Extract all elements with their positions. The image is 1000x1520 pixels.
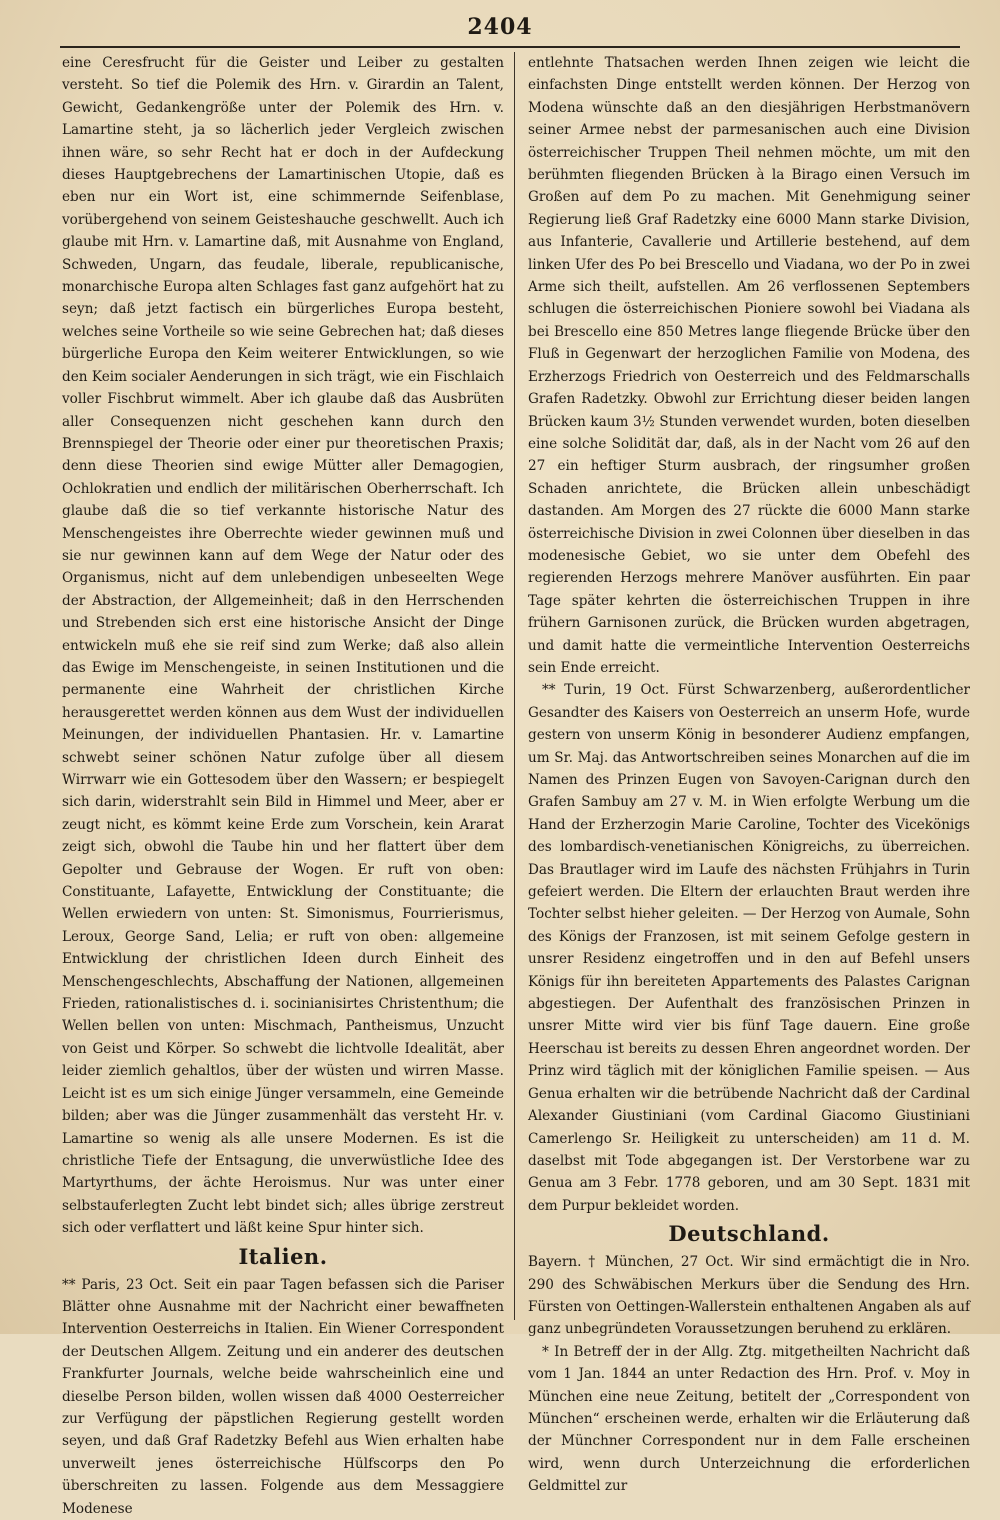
right-column xyxy=(528,52,970,1495)
article-paragraph: ** Turin, 19 Oct. Fürst Schwarzenberg, außerordentlicher Gesandter des Kaisers von Oesterreich an unserm Hofe, wurde gestern von unserm König in besonderer Audienz empfangen, um Sr. Maj. das Antwortschreiben seines Monarchen auf die im Namen des Prinzen Eugen von Savoyen-Carignan durch den Grafen Sambuy am 27 v. M. in Wien erfolgte Werbung um die Hand der Erzherzogin Marie Caroline, Tochter des Vicekönigs des lombardisch-venetianischen Königreichs, zu überreichen. Das Brautlager wird im Laufe des nächsten Frühjahrs in Turin gefeiert werden. Die Eltern der erlauchten Braut werden ihre Tochter selbst hieher geleiten. — Der Herzog von Aumale, Sohn des Königs der Franzosen, ist mit seinem Gefolge gestern in unsrer Residenz eingetroffen und in den auf Befehl unsers Königs für ihn bereiteten Appartements des Palastes Carignan abgestiegen. Der Aufenthalt des französischen Prinzen in unsrer Mitte wird vier bis fünf Tage dauern. Eine große Heerschau ist bereits zu dessen Ehren angeordnet worden. Der Prinz wird täglich mit der königlichen Familie speisen. — Aus Genua erhalten wir die betrübende Nachricht daß der Cardinal Alexander Giustiniani (vom Cardinal Giacomo Giustiniani Camerlengo Sr. Heiligkeit zu unterscheiden) am 11 d. M. daselbst mit Tode abgegangen ist. Der Verstorbene war zu Genua am 3 Febr. 1778 geboren, und am 30 Sept. 1831 mit dem Purpur bekleidet worden. xyxy=(528,682,970,1214)
article-paragraph: eine Ceresfrucht für die Geister und Leiber zu gestalten versteht. So tief die Polemik des Hrn. v. Girardin an Talent, Gewicht, Gedankengröße unter der Polemik des Hrn. v. Lamartine steht, ja so lächerlich jeder Vergleich zwischen ihnen wäre, so sehr Recht hat er doch in der Aufdeckung dieses Hauptgebrechens der Lamartinischen Utopie, daß es eben nur ein Wort ist, eine schimmernde Seifenblase, vorübergehend von seinem Geisteshauche geschwellt. Auch ich glaube mit Hrn. v. Lamartine daß, mit Ausnahme von England, Schweden, Ungarn, das feudale, liberale, republicanische, monarchische Europa alten Schlages fast ganz aufgehört hat zu seyn; daß jetzt factisch ein bürgerliches Europa besteht, welches seine Vortheile so wie seine Gebrechen hat; daß dieses bürgerliche Europa den Keim weiterer Entwicklungen, so wie den Keim socialer Aenderungen in sich trägt, wie ein Fischlaich voller Fischbrut wimmelt. Aber ich glaube daß das Ausbrüten aller Consequenzen nicht geschehen kann durch den Brennspiegel der Theorie oder einer pur theoretischen Praxis; denn diese Theorien sind ewige Mütter aller Demagogien, Ochlokratien und endlich der militärischen Oberherrschaft. Ich glaube daß die so tief verkannte historische Natur des Menschengeistes ihre Oberrechte wieder gewinnen muß und sie nur gewinnen kann auf dem Wege der Natur oder des Organismus, nicht auf dem unlebendigen unbeseelten Wege der Abstraction, der Allgemeinheit; daß in den Herrschenden und Strebenden sich erst eine historische Ansicht der Dinge entwickeln muß ehe sie reif sind zum Werke; daß also allein das Ewige im Menschengeiste, in seinen Institutionen und die permanente eine Wahrheit der christlichen Kirche herausgerettet werden können aus dem Wust der individuellen Meinungen, der individuellen Phantasien. Hr. v. Lamartine schwebt seiner schönen Natur zufolge über all diesem Wirrwarr wie ein Gottesodem über den Wassern; er bespiegelt sich darin, widerstrahlt sein Bild in Himmel und Meer, aber er zeugt nicht, es kömmt keine Erde zum Vorschein, kein Ararat zeigt sich, obwohl die Taube hin und her flattert über dem Gepolter und Gebrause der Wogen. Er ruft von oben: Constituante, Lafayette, Entwicklung der Constituante; die Wellen erwiedern von unten: St. Simonismus, Fourrierismus, Leroux, George Sand, Lelia; er ruft von oben: allgemeine Entwicklung der christlichen Ideen durch Einheit des Menschengeschlechts, Abschaffung der Nationen, allgemeinen Frieden, rationalistisches d. i. socinianisirtes Christenthum; die Wellen bellen von unten: Mischmach, Pantheismus, Unzucht von Geist und Körper. So schwebt die lichtvolle Idealität, aber leider ziemlich gehaltlos, über der wüsten und wirren Masse. Leicht ist es um sich einige Jünger versammeln, eine Gemeinde bilden; aber was die Jünger zusammenhält das versteht Hr. v. Lamartine so wenig als alle unsere Modernen. Es ist die christliche Tiefe der Entsagung, die unverwüstliche Idee des Martyrthums, der ächte Heroismus. Nur was unter einer selbstauferlegten Zucht lebt bindet sich; alles übrige zerstreut sich oder verflattert und läßt keine Spur hinter sich. xyxy=(62,55,504,1237)
article-paragraph: ** Paris, 23 Oct. Seit ein paar Tagen befassen sich die Pariser Blätter ohne Ausnahme mit der Nachricht einer bewaffneten Intervention Oesterreichs in Italien. Ein Wiener Correspondent der Deutschen Allgem. Zeitung und ein anderer des deutschen Frankfurter Journals, welche beide wahrscheinlich eine und dieselbe Person bilden, wollen wissen daß 4000 Oesterreicher zur Verfügung der päpstlichen Regierung gestellt worden seyen, und daß Graf Radetzky Befehl aus Wien erhalten habe unverweilt jenes österreichische Hülfscorps den Po überschreiten zu lassen. Folgende aus dem Messaggiere Modenese xyxy=(62,1276,504,1517)
section-heading-italien: Italien. xyxy=(238,1243,328,1269)
left-column xyxy=(62,52,504,1517)
article-paragraph: Bayern. † München, 27 Oct. Wir sind ermächtigt die in Nro. 290 des Schwäbischen Merkurs über die Sendung des Hrn. Fürsten von Oettingen-Wallerstein enthaltenen Angaben als auf ganz unbegründeten Voraussetzungen beruhend zu erklären. xyxy=(528,1254,970,1338)
page-number: 2404 xyxy=(467,14,533,40)
article-paragraph: * In Betreff der in der Allg. Ztg. mitgetheilten Nachricht daß vom 1 Jan. 1844 an unter Redaction des Hrn. Prof. v. Moy in München eine neue Zeitung, betitelt der „Correspondent von München“ erscheinen werde, erhalten wir die Erläuterung daß der Münchner Correspondent nur in dem Falle erscheinen wird, wenn durch Unterzeichnung die erforderlichen Geldmittel zur xyxy=(528,1343,970,1495)
article-paragraph: entlehnte Thatsachen werden Ihnen zeigen wie leicht die einfachsten Dinge entstellt werden können. Der Herzog von Modena wünschte daß an den diesjährigen Herbstmanövern seiner Armee nebst der parmesanischen auch eine Division österreichischer Truppen Theil nehmen möchte, um mit den berühmten fliegenden Brücken à la Birago einen Versuch im Großen auf dem Po zu machen. Mit Genehmigung seiner Regierung ließ Graf Radetzky eine 6000 Mann starke Division, aus Infanterie, Cavallerie und Artillerie bestehend, auf dem linken Ufer des Po bei Brescello und Viadana, wo der Po in zwei Arme sich theilt, aufstellen. Am 26 verflossenen Septembers schlugen die österreichischen Pioniere sowohl bei Viadana als bei Brescello eine 850 Metres lange fliegende Brücke über den Fluß in Gegenwart der herzoglichen Familie von Modena, des Erzherzogs Friedrich von Oesterreich und des Feldmarschalls Grafen Radetzky. Obwohl zur Errichtung dieser beiden langen Brücken kaum 3½ Stunden verwendet wurden, boten dieselben eine solche Solidität dar, daß, als in der Nacht vom 26 auf den 27 ein heftiger Sturm ausbrach, der ringsumher großen Schaden anrichtete, die Brücken allein unbeschädigt dastanden. Am Morgen des 27 rückte die 6000 Mann starke österreichische Division in zwei Colonnen über dieselben in das modenesische Gebiet, wo sie unter dem Obefehl des regierenden Herzogs mehrere Manöver ausführten. Ein paar Tage später kehrten die österreichischen Truppen in ihre frühern Garnisonen zurück, die Brücken wurden abgetragen, und damit hatte die vermeintliche Intervention Oesterreichs sein Ende erreicht. xyxy=(528,55,970,676)
section-heading-deutschland: Deutschland. xyxy=(668,1221,830,1247)
header-rule xyxy=(60,46,960,48)
column-divider xyxy=(514,52,515,1320)
